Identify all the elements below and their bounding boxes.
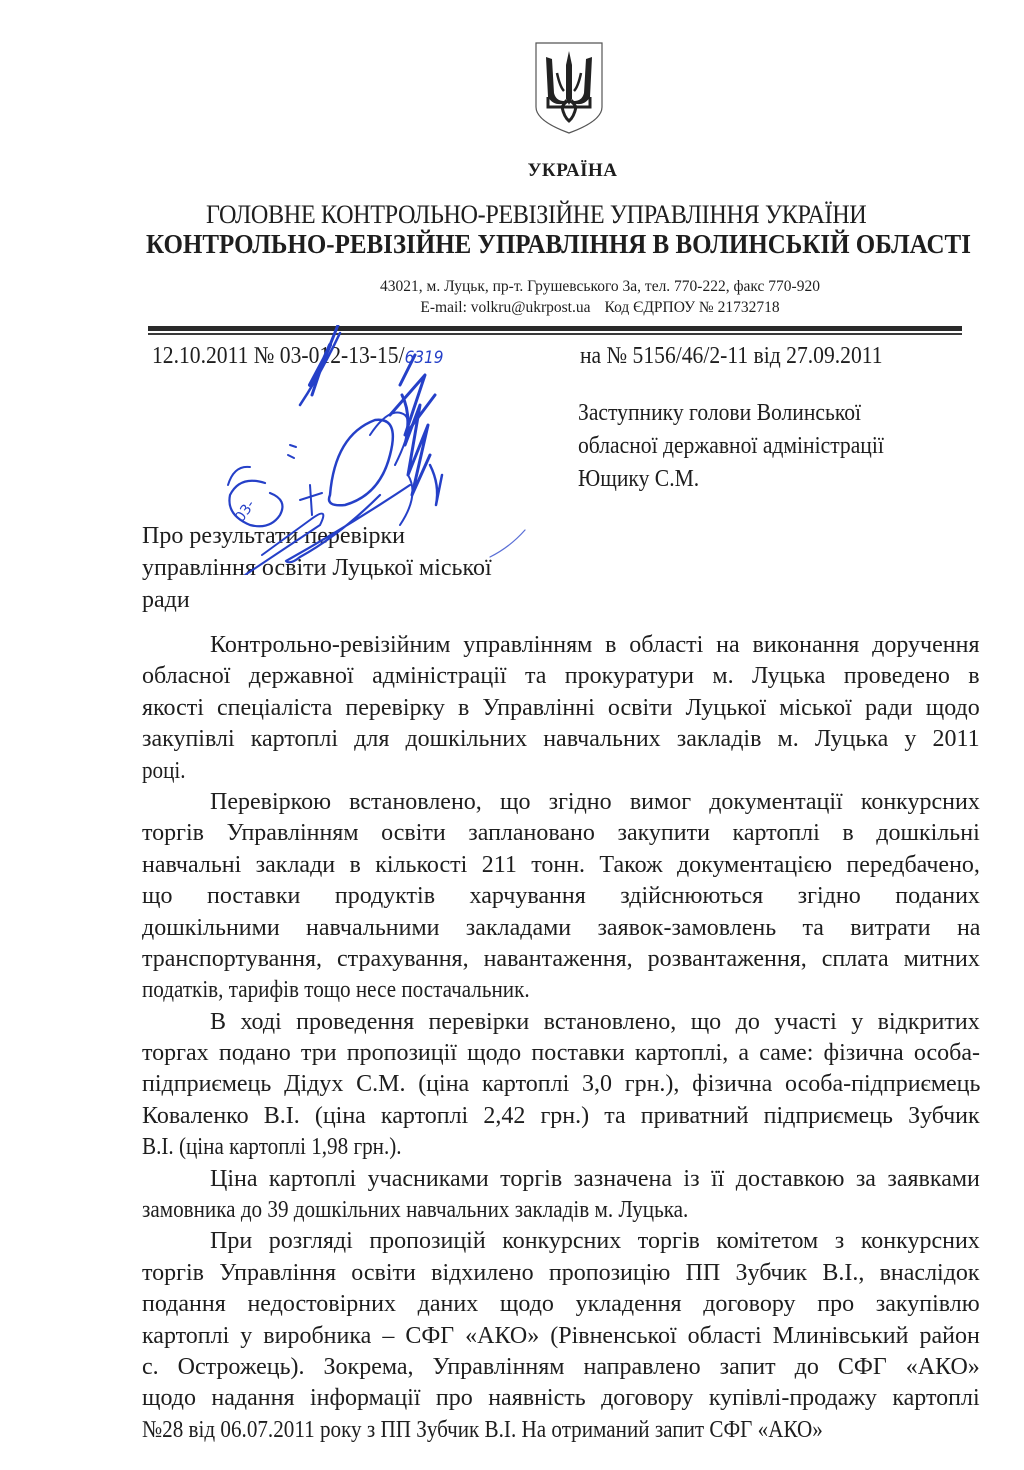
body-line bbox=[142, 881, 980, 912]
body-line bbox=[142, 913, 980, 944]
body-line bbox=[142, 1038, 980, 1069]
body-line bbox=[142, 1321, 980, 1352]
body-line bbox=[142, 756, 980, 787]
body-line bbox=[142, 693, 980, 724]
body-line bbox=[142, 1101, 980, 1132]
addressee-block bbox=[578, 397, 884, 496]
body-line bbox=[142, 1226, 980, 1257]
main-org-name: ГОЛОВНЕ КОНТРОЛЬНО-РЕВІЗІЙНЕ УПРАВЛІННЯ УКРАЇНИ bbox=[206, 200, 867, 229]
regional-org-name: КОНТРОЛЬНО-РЕВІЗІЙНЕ УПРАВЛІННЯ В ВОЛИНСЬКІЙ ОБЛАСТІ bbox=[146, 229, 971, 259]
header-divider-thick bbox=[148, 326, 962, 331]
body-line bbox=[142, 661, 980, 692]
body-line-text: с. Острожець). Зокрема, Управлінням направлено запит до СФГ «АКО» bbox=[142, 1353, 980, 1380]
body-line bbox=[142, 1007, 980, 1038]
body-line-text: Ціна картоплі учасниками торгів зазначена із її доставкою за заявками bbox=[210, 1165, 980, 1192]
body-line-text: навчальні заклади в кількості 211 тонн. Також документацією передбачено, bbox=[142, 851, 980, 878]
body-paragraph bbox=[142, 1164, 980, 1227]
body-line-text: В.І. (ціна картоплі 1,98 грн.). bbox=[142, 1134, 402, 1161]
subject-line: управління освіти Луцької міської bbox=[142, 555, 492, 581]
body-line-text: якості спеціаліста перевірку в Управлінні освіти Луцької міської ради щодо bbox=[142, 694, 980, 721]
body-line bbox=[142, 630, 980, 661]
body-line bbox=[142, 1258, 980, 1289]
body-line-text: При розгляді пропозицій конкурсних торгів комітетом з конкурсних bbox=[210, 1228, 980, 1255]
body-line bbox=[142, 1069, 980, 1100]
org-address: 43021, м. Луцьк, пр-т. Грушевського 3а, тел. 770-222, факс 770-920 bbox=[380, 278, 820, 295]
letter-body bbox=[142, 630, 980, 1446]
body-line-text: що поставки продуктів харчування здійснюються згідно поданих bbox=[142, 883, 980, 910]
body-line bbox=[142, 1383, 980, 1414]
trident-coat-of-arms-icon bbox=[534, 41, 604, 135]
body-line-text: транспортування, страхування, навантаження, розвантаження, сплата митних bbox=[142, 945, 980, 972]
body-line bbox=[142, 1164, 980, 1195]
body-line-text: Перевіркою встановлено, що згідно вимог документації конкурсних bbox=[210, 788, 980, 815]
addressee-line: обласної державної адміністрації bbox=[578, 433, 884, 459]
body-line bbox=[142, 1415, 980, 1446]
outgoing-reference bbox=[152, 343, 444, 370]
body-line-text: картоплі у виробника – СФГ «АКО» (Рівненської області Млинівський район bbox=[142, 1322, 980, 1349]
resolution-note: 03- bbox=[232, 497, 259, 526]
body-line-text: році. bbox=[142, 757, 186, 784]
body-paragraph bbox=[142, 1007, 980, 1164]
body-line bbox=[142, 1132, 980, 1163]
body-line-text: щодо надання інформації про наявність договору купівлі-продажу картоплі bbox=[142, 1385, 980, 1412]
body-paragraph bbox=[142, 787, 980, 1007]
body-line bbox=[142, 787, 980, 818]
body-line-text: обласної державної адміністрації та прокуратури м. Луцька проведено в bbox=[142, 663, 980, 690]
body-line-text: торгів Управлінням освіти заплановано закупити картоплі в дошкільні bbox=[142, 820, 980, 847]
handwritten-number: 6319 bbox=[404, 348, 444, 368]
body-line-text: №28 від 06.07.2011 року з ПП Зубчик В.І. На отриманий запит СФГ «АКО» bbox=[142, 1416, 823, 1443]
org-code: Код ЄДРПОУ № 21732718 bbox=[604, 299, 780, 316]
body-line-text: податків, тарифів тощо несе постачальник. bbox=[142, 977, 530, 1004]
subject-block bbox=[142, 520, 492, 616]
addressee-line: Заступнику голови Волинської bbox=[578, 400, 862, 426]
org-email: E-mail: volkru@ukrpost.ua bbox=[420, 299, 591, 316]
subject-line: Про результати перевірки bbox=[142, 523, 406, 549]
subject-line: ради bbox=[142, 587, 190, 613]
body-line bbox=[142, 944, 980, 975]
addressee-line: Ющику С.М. bbox=[578, 466, 700, 492]
body-line-text: торгах подано три пропозиції щодо поставки картоплі, а саме: фізична особа- bbox=[142, 1040, 980, 1067]
body-line bbox=[142, 975, 980, 1006]
body-line-text: В ході проведення перевірки встановлено, що до участі у відкритих bbox=[210, 1008, 980, 1035]
body-line-text: Контрольно-ревізійним управлінням в області на виконання доручення bbox=[210, 632, 980, 658]
body-line bbox=[142, 1352, 980, 1383]
body-line bbox=[142, 1195, 980, 1226]
body-line bbox=[142, 1289, 980, 1320]
country-title: УКРАЇНА bbox=[527, 160, 618, 181]
body-line-text: дошкільними навчальними закладами заявок-замовлень та витрати на bbox=[142, 914, 980, 941]
outgoing-number: 12.10.2011 № 03-012-13-15/ bbox=[152, 343, 405, 369]
body-line-text: підприємець Дідух С.М. (ціна картоплі 3,0 грн.), фізична особа-підприємець bbox=[142, 1071, 980, 1098]
body-line bbox=[142, 724, 980, 755]
body-line-text: Коваленко В.І. (ціна картоплі 2,42 грн.) та приватний підприємець Зубчик bbox=[142, 1102, 980, 1129]
body-line-text: закупівлі картоплі для дошкільних навчальних закладів м. Луцька у 2011 bbox=[142, 726, 980, 753]
incoming-reference: на № 5156/46/2-11 від 27.09.2011 bbox=[580, 343, 883, 369]
body-line-text: торгів Управління освіти відхилено пропозицію ПП Зубчик В.І., внаслідок bbox=[142, 1259, 980, 1286]
header-divider-thin bbox=[148, 333, 962, 335]
body-paragraph bbox=[142, 630, 980, 787]
body-line-text: замовника до 39 дошкільних навчальних закладів м. Луцька. bbox=[142, 1197, 689, 1224]
org-contacts bbox=[0, 299, 1024, 317]
body-line bbox=[142, 850, 980, 881]
body-line-text: подання недостовірних даних щодо укладення договору про закупівлю bbox=[142, 1291, 980, 1318]
body-line bbox=[142, 818, 980, 849]
body-paragraph bbox=[142, 1226, 980, 1446]
